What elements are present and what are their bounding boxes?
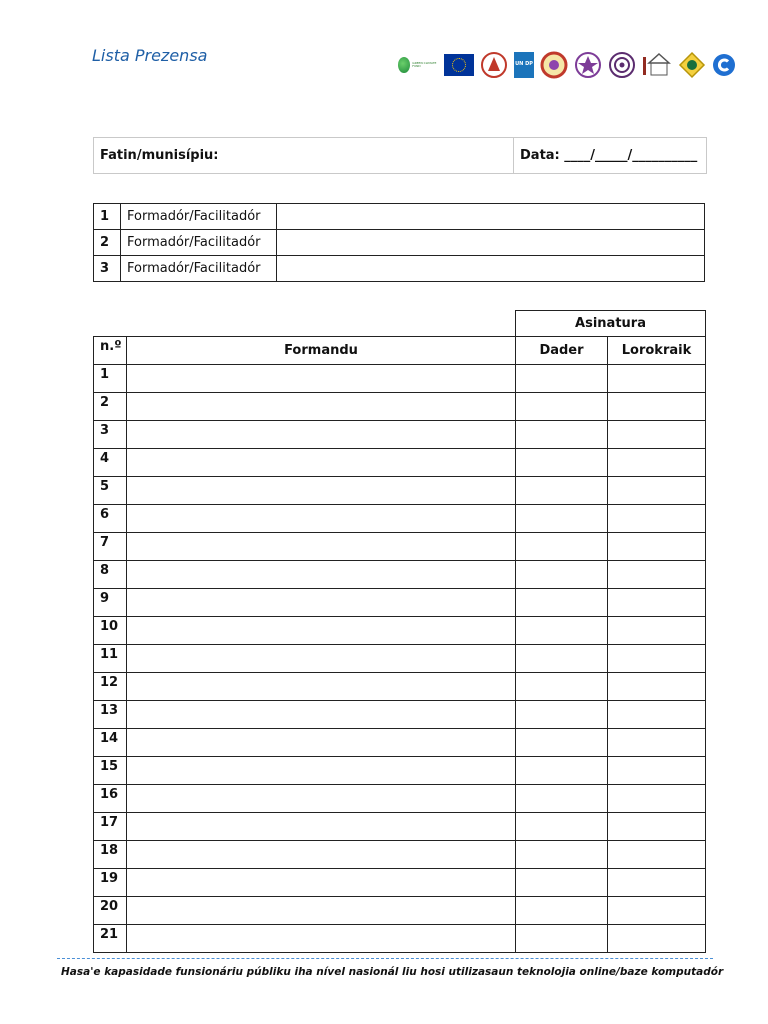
column-header-number: n.º xyxy=(94,337,127,365)
signature-dader-field[interactable] xyxy=(516,617,608,645)
signature-dader-field[interactable] xyxy=(516,561,608,589)
trainee-name-field[interactable] xyxy=(127,365,516,393)
signature-dader-field[interactable] xyxy=(516,673,608,701)
signature-lorokraik-field[interactable] xyxy=(608,785,706,813)
row-number: 3 xyxy=(94,421,127,449)
row-number: 13 xyxy=(94,701,127,729)
row-number: 17 xyxy=(94,813,127,841)
facilitator-label: Formadór/Facilitadór xyxy=(121,256,277,282)
attendance-row xyxy=(94,589,706,617)
timor-leste-emblem-logo xyxy=(480,51,508,79)
trainee-name-field[interactable] xyxy=(127,561,516,589)
signature-dader-field[interactable] xyxy=(516,841,608,869)
row-number: 21 xyxy=(94,925,127,953)
trainee-name-field[interactable] xyxy=(127,701,516,729)
attendance-row xyxy=(94,673,706,701)
facilitator-table xyxy=(93,203,705,282)
attendance-row xyxy=(94,505,706,533)
attendance-table xyxy=(93,310,706,953)
signature-lorokraik-field[interactable] xyxy=(608,729,706,757)
signature-dader-field[interactable] xyxy=(516,533,608,561)
signature-lorokraik-field[interactable] xyxy=(608,617,706,645)
signature-lorokraik-field[interactable] xyxy=(608,673,706,701)
row-number: 7 xyxy=(94,533,127,561)
signature-dader-field[interactable] xyxy=(516,421,608,449)
trainee-name-field[interactable] xyxy=(127,925,516,953)
attendance-row xyxy=(94,617,706,645)
signature-lorokraik-field[interactable] xyxy=(608,869,706,897)
signature-lorokraik-field[interactable] xyxy=(608,477,706,505)
column-header-lorokraik: Lorokraik xyxy=(608,337,706,365)
row-number: 6 xyxy=(94,505,127,533)
trainee-name-field[interactable] xyxy=(127,869,516,897)
trainee-name-field[interactable] xyxy=(127,617,516,645)
attendance-row xyxy=(94,365,706,393)
trainee-name-field[interactable] xyxy=(127,757,516,785)
row-number: 1 xyxy=(94,365,127,393)
facilitator-row xyxy=(94,256,705,282)
row-number: 16 xyxy=(94,785,127,813)
attendance-row xyxy=(94,869,706,897)
trainee-name-field[interactable] xyxy=(127,785,516,813)
attendance-row xyxy=(94,533,706,561)
circular-c-logo xyxy=(712,53,736,77)
trainee-name-field[interactable] xyxy=(127,505,516,533)
signature-lorokraik-field[interactable] xyxy=(608,841,706,869)
undp-logo: UN DP xyxy=(514,52,534,78)
trainee-name-field[interactable] xyxy=(127,533,516,561)
trainee-name-field[interactable] xyxy=(127,477,516,505)
signature-dader-field[interactable] xyxy=(516,645,608,673)
trainee-name-field[interactable] xyxy=(127,449,516,477)
signature-dader-field[interactable] xyxy=(516,813,608,841)
signature-lorokraik-field[interactable] xyxy=(608,757,706,785)
signature-lorokraik-field[interactable] xyxy=(608,701,706,729)
partner-logos xyxy=(398,50,736,80)
attendance-row xyxy=(94,393,706,421)
row-number: 11 xyxy=(94,645,127,673)
signature-lorokraik-field[interactable] xyxy=(608,561,706,589)
signature-lorokraik-field[interactable] xyxy=(608,925,706,953)
attendance-row xyxy=(94,897,706,925)
footer-text: Hasa'e kapasidade funsionáriu públiku iha nível nasionál liu hosi utilizasaun teknolojia online/baze komputadór xyxy=(61,966,724,978)
attendance-row xyxy=(94,757,706,785)
ministry-seal-logo-4 xyxy=(642,51,672,79)
trainee-name-field[interactable] xyxy=(127,421,516,449)
green-climate-fund-logo: GREEN CLIMATE FUND xyxy=(398,52,438,78)
attendance-row xyxy=(94,729,706,757)
facilitator-name-field[interactable] xyxy=(277,256,705,282)
location-field[interactable]: Fatin/munisípiu: xyxy=(94,138,514,174)
row-number: 20 xyxy=(94,897,127,925)
attendance-rows xyxy=(94,365,706,953)
row-number: 2 xyxy=(94,393,127,421)
attendance-row xyxy=(94,785,706,813)
attendance-row xyxy=(94,421,706,449)
signature-dader-field[interactable] xyxy=(516,897,608,925)
facilitator-label: Formadór/Facilitadór xyxy=(121,230,277,256)
attendance-row xyxy=(94,841,706,869)
signature-lorokraik-field[interactable] xyxy=(608,813,706,841)
signature-dader-field[interactable] xyxy=(516,869,608,897)
signature-lorokraik-field[interactable] xyxy=(608,897,706,925)
signature-lorokraik-field[interactable] xyxy=(608,365,706,393)
attendance-row xyxy=(94,813,706,841)
row-number: 12 xyxy=(94,673,127,701)
signature-lorokraik-field[interactable] xyxy=(608,393,706,421)
trainee-name-field[interactable] xyxy=(127,645,516,673)
row-number: 4 xyxy=(94,449,127,477)
header-table xyxy=(93,137,707,174)
facilitator-name-field[interactable] xyxy=(277,230,705,256)
signature-dader-field[interactable] xyxy=(516,449,608,477)
trainee-name-field[interactable] xyxy=(127,729,516,757)
signature-dader-field[interactable] xyxy=(516,393,608,421)
column-header-dader: Dader xyxy=(516,337,608,365)
signature-dader-field[interactable] xyxy=(516,365,608,393)
signature-dader-field[interactable] xyxy=(516,701,608,729)
signature-dader-field[interactable] xyxy=(516,477,608,505)
attendance-row xyxy=(94,925,706,953)
attendance-row xyxy=(94,701,706,729)
signature-lorokraik-field[interactable] xyxy=(608,645,706,673)
ministry-seal-logo-1 xyxy=(540,51,568,79)
row-number: 15 xyxy=(94,757,127,785)
ministry-seal-logo-3 xyxy=(608,51,636,79)
signature-lorokraik-field[interactable] xyxy=(608,449,706,477)
row-number: 19 xyxy=(94,869,127,897)
signature-dader-field[interactable] xyxy=(516,925,608,953)
signature-dader-field[interactable] xyxy=(516,785,608,813)
signature-dader-field[interactable] xyxy=(516,757,608,785)
row-number: 8 xyxy=(94,561,127,589)
facilitator-name-field[interactable] xyxy=(277,204,705,230)
facilitator-number: 3 xyxy=(94,256,121,282)
signature-lorokraik-field[interactable] xyxy=(608,421,706,449)
facilitator-number: 2 xyxy=(94,230,121,256)
signature-lorokraik-field[interactable] xyxy=(608,533,706,561)
row-number: 14 xyxy=(94,729,127,757)
row-number: 18 xyxy=(94,841,127,869)
trainee-name-field[interactable] xyxy=(127,841,516,869)
trainee-name-field[interactable] xyxy=(127,393,516,421)
row-number: 10 xyxy=(94,617,127,645)
signature-dader-field[interactable] xyxy=(516,729,608,757)
signature-lorokraik-field[interactable] xyxy=(608,505,706,533)
row-number: 5 xyxy=(94,477,127,505)
column-header-trainee: Formandu xyxy=(127,337,516,365)
facilitator-row xyxy=(94,230,705,256)
attendance-row xyxy=(94,561,706,589)
signature-dader-field[interactable] xyxy=(516,589,608,617)
eu-flag-logo xyxy=(444,54,474,76)
page-title: Lista Prezensa xyxy=(92,46,208,65)
ministry-seal-logo-2 xyxy=(574,51,602,79)
row-number: 9 xyxy=(94,589,127,617)
signature-lorokraik-field[interactable] xyxy=(608,589,706,617)
trainee-name-field[interactable] xyxy=(127,813,516,841)
footer-divider xyxy=(57,958,713,959)
date-field[interactable]: Data: ____/_____/__________ xyxy=(514,138,707,174)
facilitator-number: 1 xyxy=(94,204,121,230)
signature-dader-field[interactable] xyxy=(516,505,608,533)
signature-header: Asinatura xyxy=(516,311,706,337)
attendance-row xyxy=(94,449,706,477)
trainee-name-field[interactable] xyxy=(127,589,516,617)
attendance-row xyxy=(94,477,706,505)
attendance-row xyxy=(94,645,706,673)
facilitator-label: Formadór/Facilitadór xyxy=(121,204,277,230)
trainee-name-field[interactable] xyxy=(127,673,516,701)
facilitator-row xyxy=(94,204,705,230)
trainee-name-field[interactable] xyxy=(127,897,516,925)
ministry-seal-logo-5 xyxy=(678,51,706,79)
